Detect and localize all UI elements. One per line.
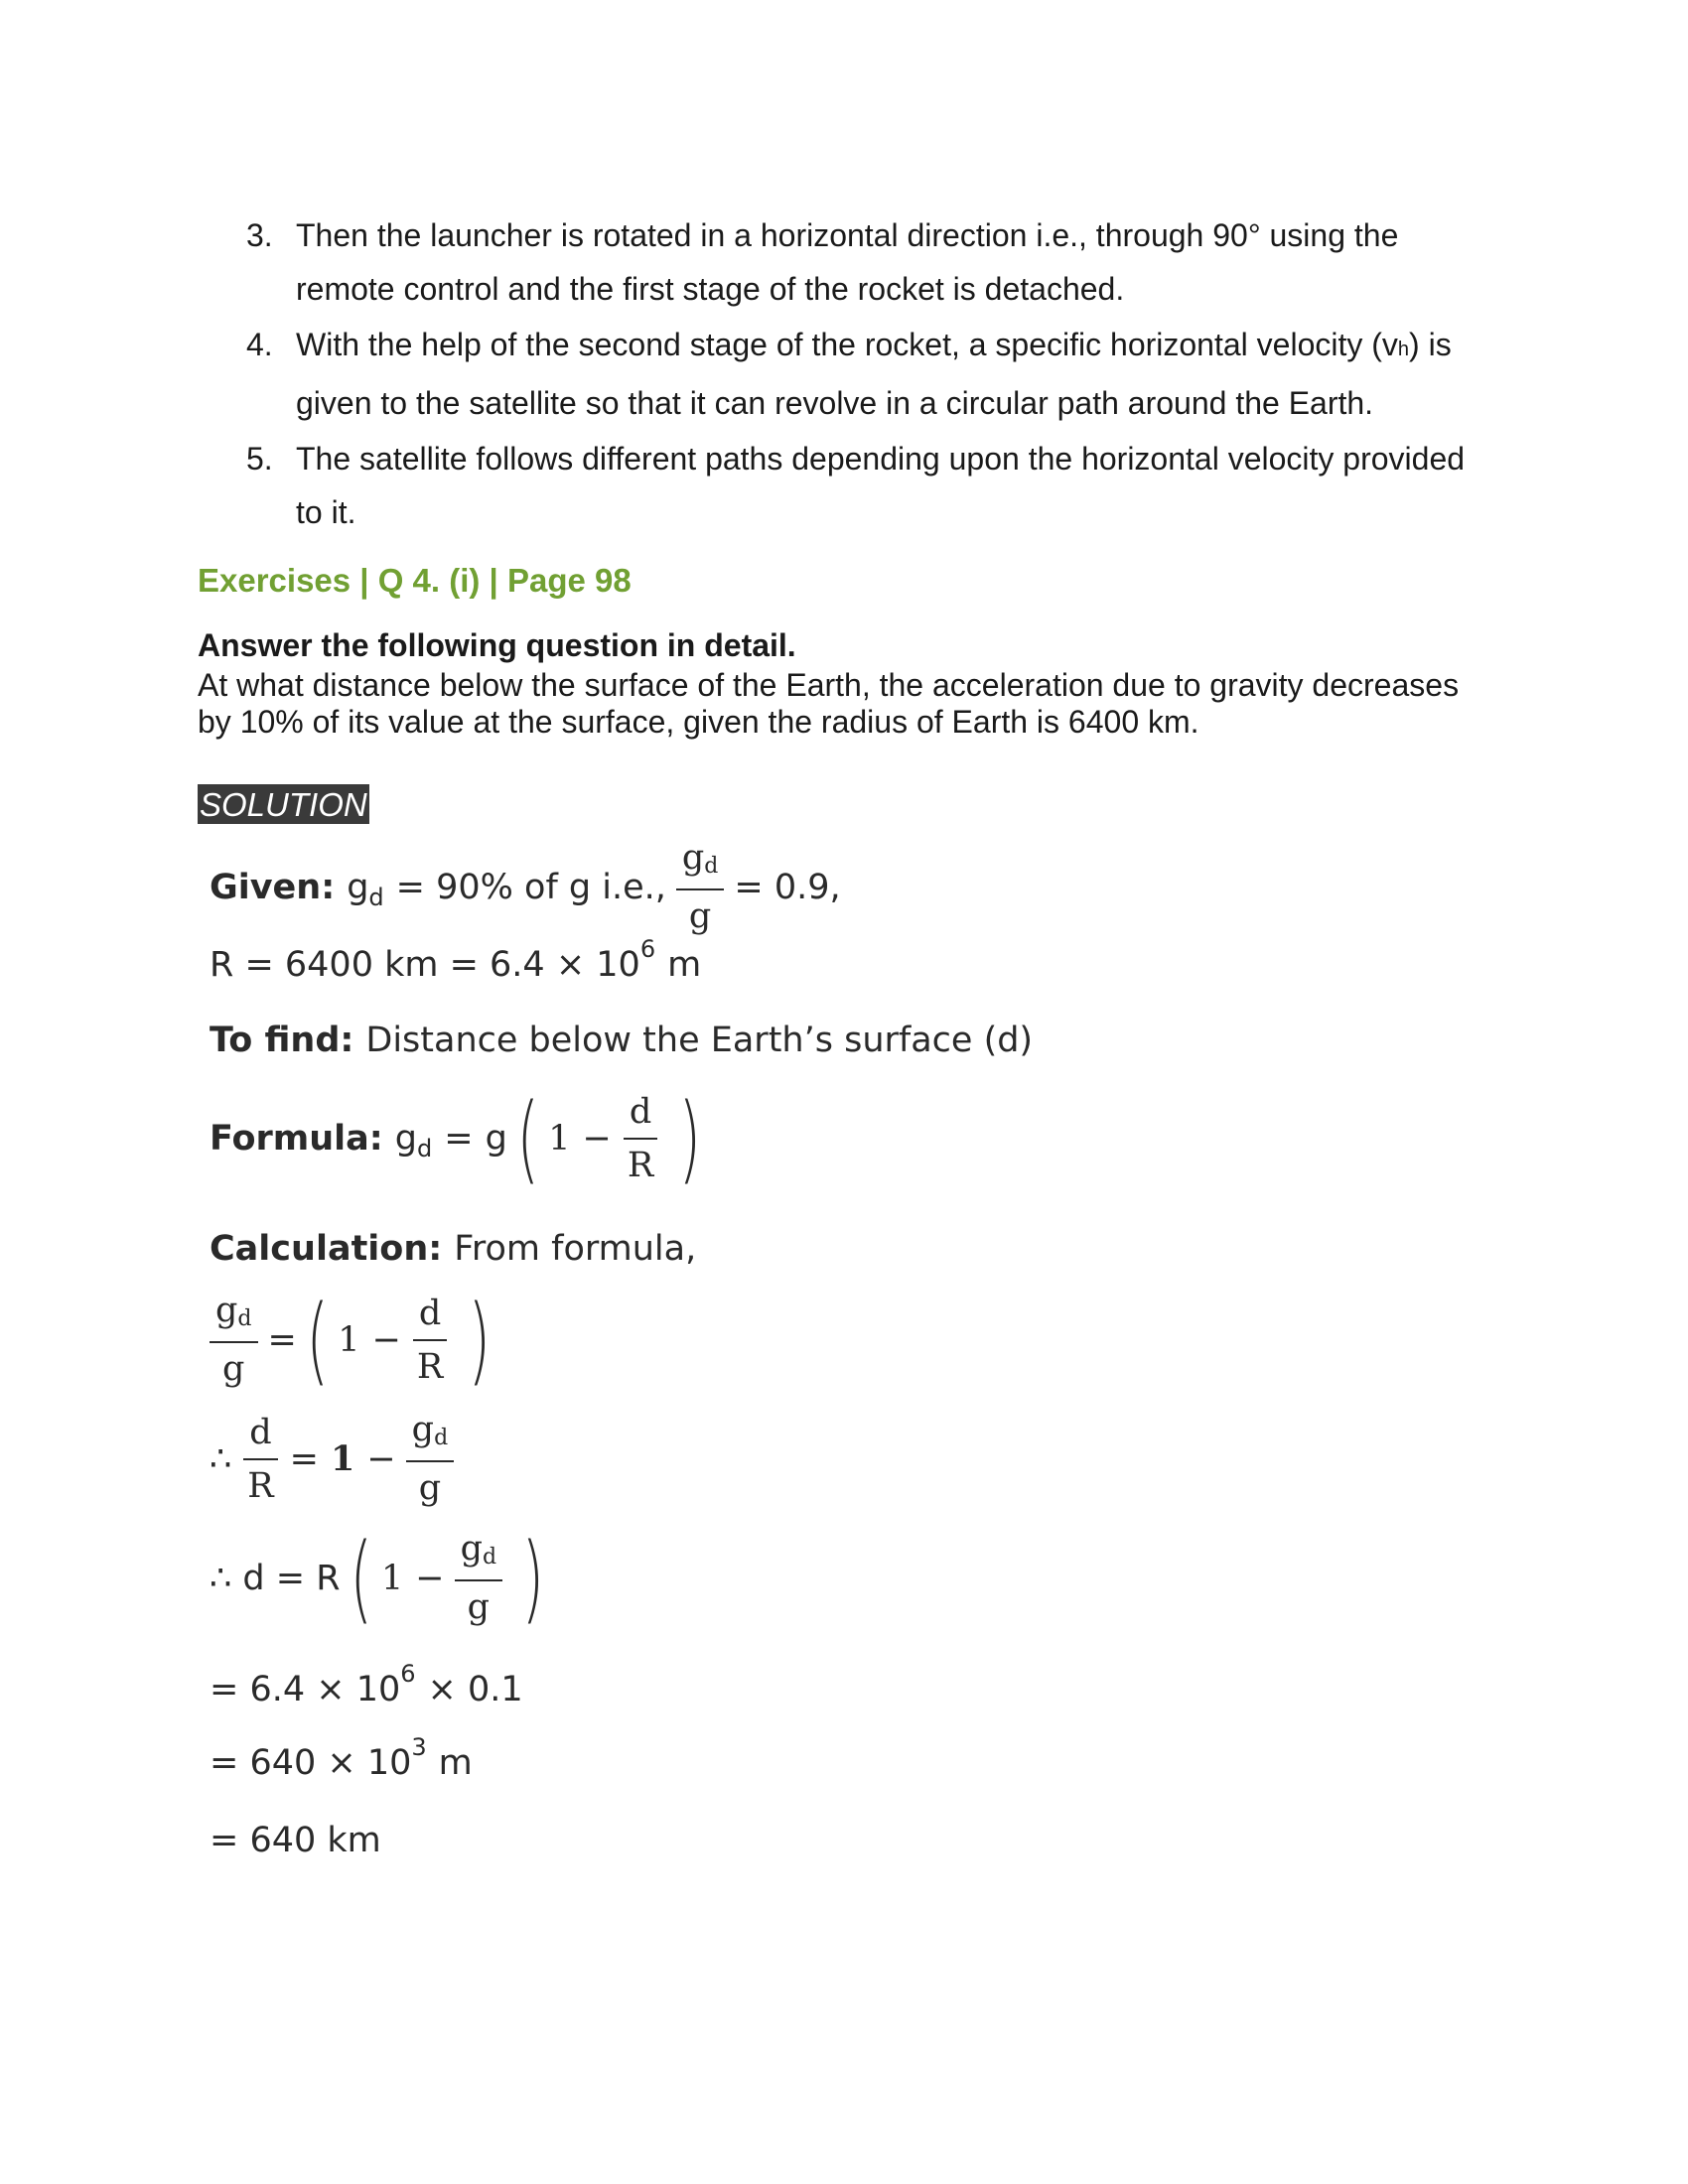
radius-line	[210, 935, 702, 985]
velocity-subscript: h	[1397, 339, 1410, 360]
minus-sign: −	[366, 1438, 396, 1479]
step-number: 3.	[246, 217, 273, 253]
one: 1	[338, 1319, 360, 1360]
calculation-line	[210, 1229, 696, 1269]
list-item	[246, 208, 1497, 316]
step-text: Then the launcher is rotated in a horizontal direction i.e., through 90° using the remote control and the first stage of the rocket is detached.	[296, 217, 1399, 307]
right-paren: )	[521, 1522, 545, 1634]
calc-step-3	[210, 1522, 554, 1634]
g-symbol: g	[411, 1410, 435, 1449]
given-label: Given:	[210, 867, 336, 907]
given-value: = 0.9,	[734, 867, 841, 907]
step-number: 5.	[246, 441, 273, 477]
fraction-gd-over-g	[455, 1527, 503, 1629]
left-paren: (	[516, 1083, 539, 1194]
calc-step-2	[210, 1408, 464, 1510]
fraction-d-over-r	[622, 1090, 659, 1187]
fraction-gd-over-g	[406, 1408, 455, 1510]
calculation-label: Calculation:	[210, 1229, 443, 1269]
step3-prefix: ∴ d = R	[210, 1558, 341, 1598]
to-find-label: To find:	[210, 1021, 354, 1060]
denominator: R	[627, 1146, 654, 1185]
minus-sign: −	[415, 1558, 445, 1598]
formula-label: Formula:	[210, 1119, 383, 1159]
right-paren: )	[468, 1284, 492, 1396]
list-item	[246, 432, 1497, 539]
denominator: g	[467, 1587, 491, 1627]
d-subscript: d	[237, 1306, 252, 1331]
numerator	[455, 1527, 503, 1581]
given-line	[210, 836, 841, 938]
minus-sign: −	[582, 1119, 612, 1159]
numerator: d	[243, 1411, 277, 1460]
given-text: = 90% of g i.e.,	[395, 867, 666, 907]
g-symbol: g	[681, 838, 705, 878]
calc-step-1	[210, 1284, 500, 1396]
g-symbol: g	[215, 1291, 238, 1330]
numerator	[210, 1289, 258, 1343]
step-text: The satellite follows different paths depending upon the horizontal velocity provided to it.	[296, 441, 1466, 530]
fraction-d-over-r	[411, 1292, 449, 1389]
numerator	[406, 1408, 455, 1462]
g-symbol: g	[460, 1529, 483, 1569]
result-2-tail: m	[438, 1743, 473, 1783]
left-paren: (	[350, 1522, 372, 1634]
one: 1	[330, 1438, 355, 1479]
result-1-exponent: 6	[400, 1660, 416, 1688]
to-find-text: Distance below the Earth’s surface (d)	[365, 1021, 1034, 1060]
d-subscript: d	[704, 854, 719, 879]
result-1-text: = 6.4 × 10	[210, 1670, 401, 1709]
list-item	[246, 318, 1497, 430]
denominator: R	[416, 1346, 444, 1387]
d-subscript: d	[482, 1545, 497, 1570]
left-paren: (	[306, 1284, 329, 1396]
therefore-sign: ∴	[210, 1438, 232, 1479]
solution-badge: SOLUTION	[200, 786, 367, 823]
minus-sign: −	[371, 1319, 401, 1360]
numerator: d	[624, 1090, 657, 1140]
calculation-text: From formula,	[454, 1229, 697, 1269]
right-paren: )	[678, 1083, 702, 1194]
result-line-3	[210, 1821, 381, 1860]
equals-sign: =	[267, 1319, 297, 1360]
g-symbol: g	[347, 867, 369, 907]
radius-exponent: 6	[639, 935, 656, 963]
result-2-exponent: 3	[411, 1733, 427, 1761]
g-symbol: g	[485, 1119, 507, 1159]
to-find-line	[210, 1021, 1033, 1060]
d-subscript: d	[417, 1135, 433, 1162]
question-text: At what distance below the surface of the Earth, the acceleration due to gravity decreases by 10% of its value at the surface, given the radius of Earth is 6400 km.	[198, 667, 1460, 740]
procedure-steps	[246, 208, 1497, 541]
result-1-tail: × 0.1	[427, 1670, 523, 1709]
denominator: g	[688, 896, 712, 936]
g-symbol: g	[394, 1119, 418, 1159]
denominator: g	[222, 1349, 245, 1389]
question-title: Answer the following question in detail.	[198, 627, 796, 663]
step-number: 4.	[246, 327, 273, 362]
fraction-gd-over-g	[210, 1289, 258, 1391]
numerator: d	[413, 1292, 447, 1341]
one: 1	[548, 1119, 571, 1159]
step-text-continued: ) is given to the satellite so that it can revolve in a circular path around the Earth.	[296, 327, 1452, 421]
d-subscript: d	[368, 883, 384, 911]
radius-text: R = 6400 km = 6.4 × 10	[210, 945, 640, 985]
one: 1	[380, 1558, 404, 1598]
d-subscript: d	[434, 1426, 449, 1450]
fraction-gd-over-g	[676, 836, 725, 938]
result-line-1	[210, 1660, 523, 1709]
equals-sign: =	[444, 1119, 474, 1159]
radius-unit: m	[667, 945, 702, 985]
result-line-2	[210, 1733, 473, 1783]
denominator: g	[418, 1468, 442, 1508]
result-3-text: = 640 km	[210, 1821, 381, 1860]
result-2-text: = 640 × 10	[210, 1743, 412, 1783]
denominator: R	[247, 1465, 274, 1506]
numerator	[676, 836, 725, 890]
equals-sign: =	[289, 1438, 319, 1479]
formula-line	[210, 1083, 711, 1194]
fraction-d-over-r	[241, 1411, 279, 1508]
exercise-heading: Exercises | Q 4. (i) | Page 98	[198, 562, 632, 599]
step-text: With the help of the second stage of the rocket, a specific horizontal velocity (v	[296, 327, 1398, 362]
